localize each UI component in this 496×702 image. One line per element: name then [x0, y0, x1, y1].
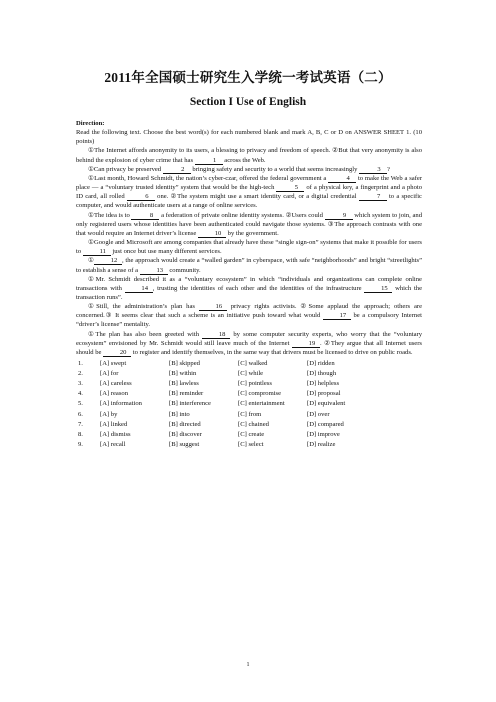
paragraph-6: ① 12 , the approach would create a “walled garden” in cyberspace, with safe “neighborhoods” and bright “streetlights” to establish a sense of a 13 community.: [76, 257, 422, 274]
blank-5: 5: [276, 184, 304, 192]
direction-label: Direction:: [76, 120, 105, 127]
option-row: 8. [A] dismiss [B] discover [C] create [D] improve: [78, 430, 340, 438]
option-row: 6. [A] by [B] into [C] from [D] over: [78, 410, 330, 418]
exam-title: 2011年全国硕士研究生入学统一考试英语（二）: [104, 70, 392, 85]
blank-18: 18: [202, 331, 230, 339]
blank-3: 3: [359, 166, 387, 174]
direction-text: Read the following text. Choose the best word(s) for each numbered blank and mark A, B, C or D on ANSWER SHEET 1. (10 points): [76, 129, 422, 146]
section-heading: Section I Use of English: [189, 96, 307, 108]
blank-13: 13: [140, 267, 168, 275]
blank-19: 19: [292, 340, 320, 348]
document-body: [76, 119, 422, 450]
option-row: 1. [A] swept [B] skipped [C] walked [D] ridden: [78, 359, 335, 367]
paragraph-1: ①The Internet affords anonymity to its users, a blessing to privacy and freedom of speech. ②But that very anonymity is also behind the explosion of cyber crime that has 1 across the Web.: [76, 147, 422, 164]
blank-11: 11: [83, 248, 111, 256]
blank-1: 1: [195, 157, 223, 165]
blank-6: 6: [127, 193, 155, 201]
blank-9: 9: [325, 212, 353, 220]
paragraph-9: ①The plan has also been greeted with 18 by some computer security experts, who worry that the “voluntary ecosystem” envisioned by Mr. Schmidt would still leave much of the Internet 19 . ②They argue that all Internet users should be 20 to register and identify themselves, in the same way that drivers must be licensed to drive on public roads.: [76, 330, 422, 356]
page-number: 1: [246, 662, 250, 668]
blank-20: 20: [103, 349, 131, 357]
blank-17: 17: [323, 312, 351, 320]
option-row: 5. [A] information [B] interference [C] entertainment [D] equivalent: [78, 400, 346, 408]
option-row: 4. [A] reason [B] reminder [C] compromise [D] proposal: [78, 390, 341, 398]
blank-2: 2: [163, 166, 191, 174]
option-row: 3. [A] careless [B] lawless [C] pointless [D] helpless: [78, 379, 340, 387]
paragraph-8: ①Still, the administration’s plan has 16 privacy rights activists. ②Some applaud the approach; others are concerned.③ It seems clear that such a scheme is an initiative push toward what would 17 be a compulsory Internet “driver’s license” mentality.: [76, 303, 423, 329]
blank-8: 8: [131, 212, 159, 220]
blank-14: 14: [125, 285, 153, 293]
blank-12: 12: [94, 257, 122, 265]
option-row: 2. [A] for [B] within [C] while [D] though: [78, 369, 337, 377]
paragraph-3: ①Last month, Howard Schmidt, the nation’s cyber-czar, offered the federal government a 4 to make the Web a safer place — a “voluntary trusted identity” system that would be the high-tech 5 of a physical key, a fingerprint and a photo ID card, all rolled 6 one. ②The system might use a smart identity card, or a digital credential 7 to a specific computer, and would authenticate users at a range of online services.: [76, 174, 423, 210]
options-list: [76, 358, 422, 450]
paragraph-7: ①Mr. Schmidt described it as a “voluntary ecosystem” in which “individuals and organizations can complete online transactions with 14 , trusting the identities of each other and the identities of the infrastructure 15 which the transaction runs”.: [76, 275, 423, 301]
blank-4: 4: [328, 175, 356, 183]
option-row: 9. [A] recall [B] suggest [C] select [D] realize: [78, 441, 336, 449]
blank-15: 15: [364, 285, 392, 293]
blank-10: 10: [198, 230, 226, 238]
paragraph-2: ①Can privacy be preserved 2 bringing safety and security to a world that seems increasingly 3 ?: [88, 165, 390, 173]
option-row: 7. [A] linked [B] directed [C] chained [D] compared: [78, 420, 344, 428]
paragraph-4: ①The idea is to 8 a federation of private online identity systems. ②Users could 9 which system to join, and only registered users whose identities have been authenticated could navigate those systems. ③The approach contrasts with one that would require an Internet driver’s license 10 by the government.: [76, 211, 423, 237]
blank-16: 16: [199, 303, 227, 311]
blank-7: 7: [359, 193, 387, 201]
paragraph-5: ①Google and Microsoft are among companies that already have these “single sign-on” systems that make it possible for users to 11 just once but use many different services.: [76, 239, 422, 256]
